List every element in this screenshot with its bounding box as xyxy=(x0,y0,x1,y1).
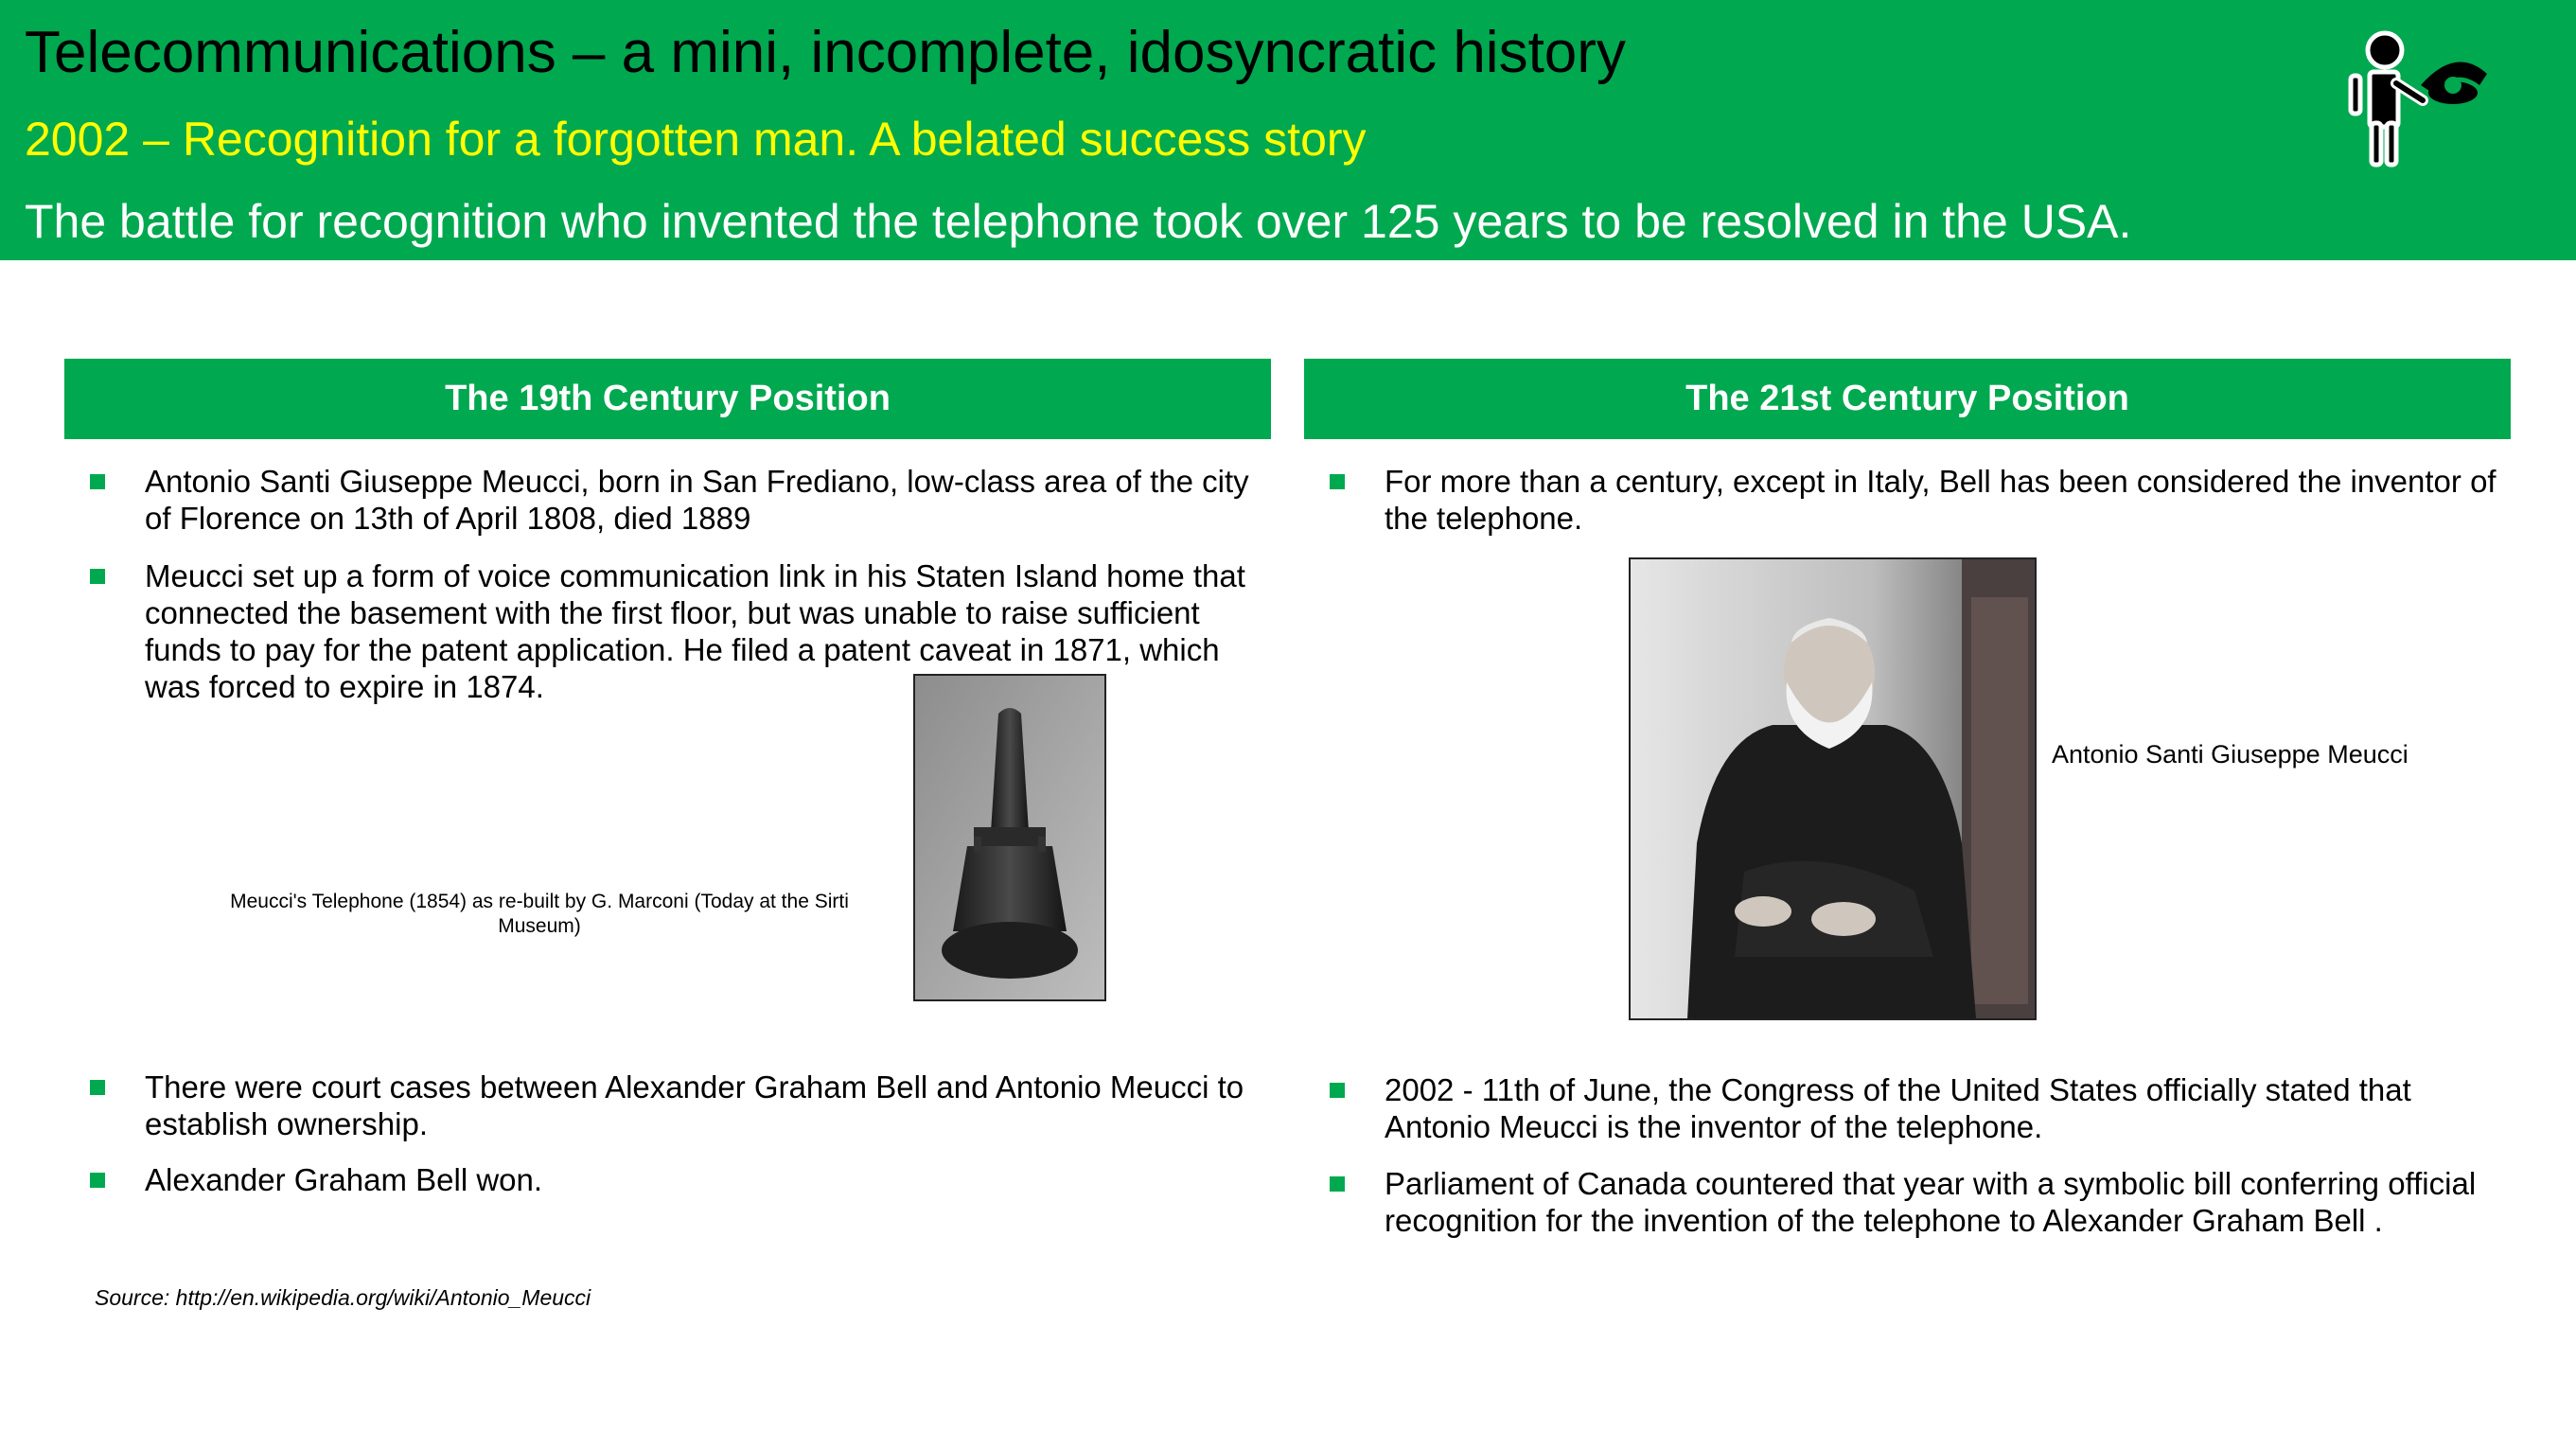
left-bullet-1 xyxy=(145,463,1276,537)
right-bullet-2 xyxy=(1385,1071,2520,1145)
page-subtitle: 2002 – Recognition for a forgotten man. A belated success story xyxy=(25,113,1367,166)
bullet-text: There were court cases between Alexander Graham Bell and Antonio Meucci to establish ownership. xyxy=(145,1069,1244,1141)
bullet-text: Antonio Santi Giuseppe Meucci, born in San Frediano, low-class area of the city of Florence on 13th of April 1808, died 1889 xyxy=(145,464,1249,536)
left-image-caption: Meucci's Telephone (1854) as re-built by G. Marconi (Today at the Sirti Museum) xyxy=(230,891,849,937)
meucci-portrait-photo xyxy=(1629,557,2037,1020)
page-tagline: The battle for recognition who invented the telephone took over 125 years to be resolved in the USA. xyxy=(25,195,2132,248)
bullet-text: For more than a century, except in Italy, Bell has been considered the inventor of the telephone. xyxy=(1385,464,2497,536)
bullet-text: Parliament of Canada countered that year with a symbolic bill conferring official recognition for the invention of the telephone to Alexander Graham Bell . xyxy=(1385,1166,2477,1238)
bullet-square-icon xyxy=(90,1173,105,1188)
right-image-caption: Antonio Santi Giuseppe Meucci xyxy=(2052,740,2408,769)
bullet-text: Alexander Graham Bell won. xyxy=(145,1162,543,1197)
page-title: Telecommunications – a mini, incomplete, idosyncratic history xyxy=(25,20,1626,85)
right-column-heading: The 21st Century Position xyxy=(1304,359,2511,439)
meucci-telephone-photo xyxy=(913,674,1106,1001)
bullet-square-icon xyxy=(1330,474,1345,489)
left-column-heading: The 19th Century Position xyxy=(64,359,1271,439)
bullet-text: Meucci set up a form of voice communication link in his Staten Island home that connected the basement with the first floor, but was unable to raise sufficient funds to pay for the patent application. He filed a patent caveat in 1871, which was forced to expire in 1874. xyxy=(145,558,1245,704)
left-bullet-3 xyxy=(145,1069,1276,1142)
bullet-square-icon xyxy=(90,569,105,584)
bullet-text: 2002 - 11th of June, the Congress of the United States officially stated that Antonio Meucci is the inventor of the telephone. xyxy=(1385,1072,2411,1144)
bullet-square-icon xyxy=(1330,1176,1345,1192)
bullet-square-icon xyxy=(90,1080,105,1095)
bullet-square-icon xyxy=(1330,1083,1345,1098)
source-citation: Source: http://en.wikipedia.org/wiki/Antonio_Meucci xyxy=(95,1285,591,1310)
person-with-telephone-icon xyxy=(2338,27,2489,168)
left-bullet-4 xyxy=(145,1161,1276,1198)
right-bullet-1 xyxy=(1385,463,2520,537)
title-banner xyxy=(0,0,2576,260)
bullet-square-icon xyxy=(90,474,105,489)
right-bullet-3 xyxy=(1385,1165,2520,1239)
